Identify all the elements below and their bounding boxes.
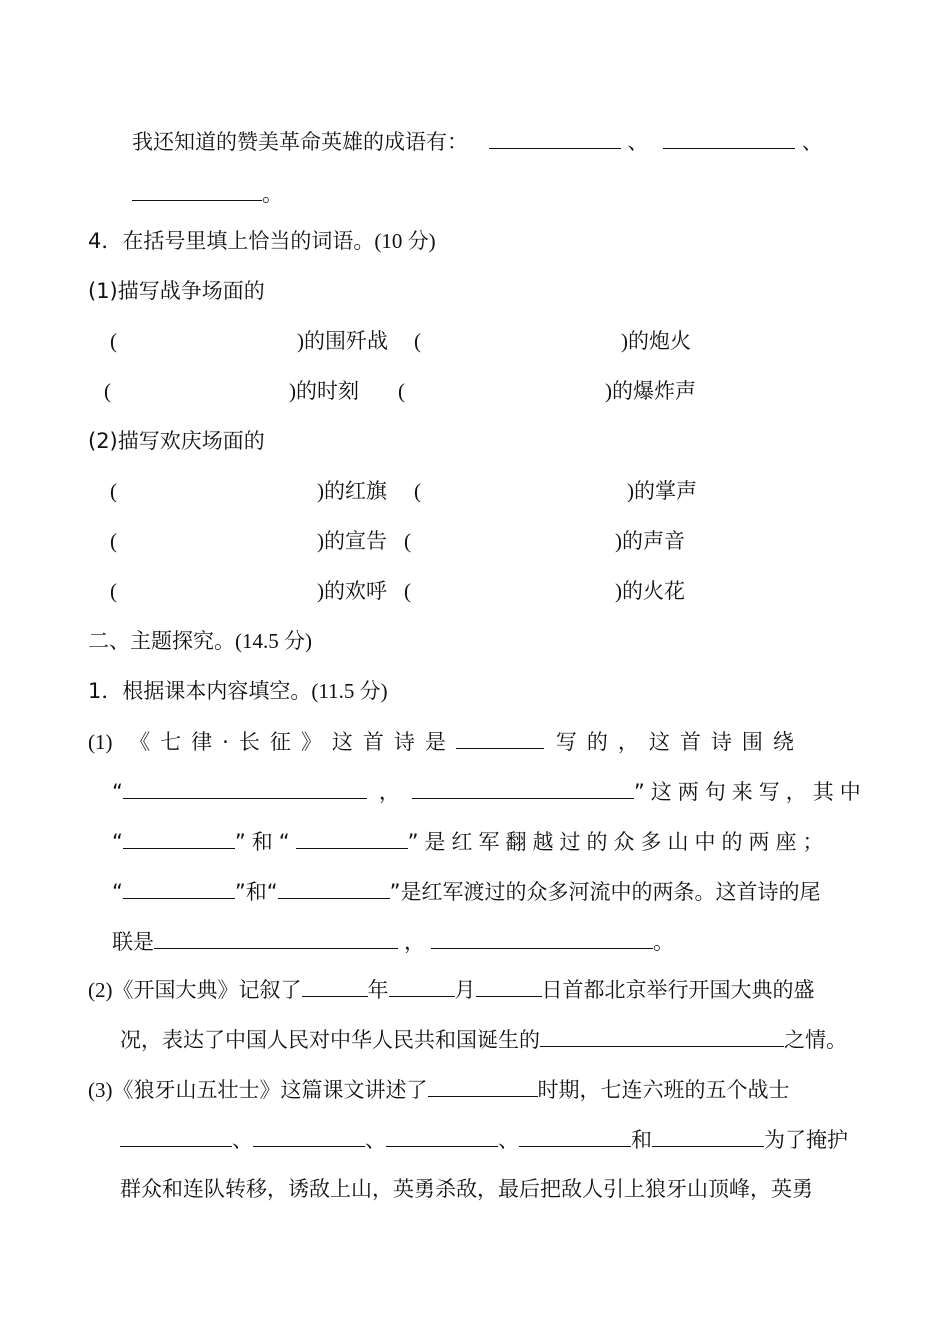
mountain-blank-1[interactable] [123, 826, 235, 849]
couplet-blank-1[interactable] [154, 926, 398, 949]
q1-part3-line3: 群众和连队转移，诱敌上山，英勇杀敌，最后把敌人引上狼牙山顶峰，英勇 [120, 1177, 813, 1201]
fill-blank[interactable] [421, 326, 621, 348]
fill-blank[interactable] [411, 576, 615, 598]
mountain-blank-2[interactable] [296, 826, 408, 849]
fill-item: ( )的红旗 [110, 476, 387, 506]
idiom-blank-2[interactable] [663, 126, 795, 149]
day-blank[interactable] [476, 974, 542, 997]
q1-part1-line1: (1) 《七律·长征》这首诗是 写的，这首诗围绕 [88, 726, 804, 757]
verse-blank-2[interactable] [412, 776, 634, 799]
river-blank-1[interactable] [123, 876, 235, 899]
idiom-line-2 [132, 178, 283, 209]
q1-part3-line2: 、 、 、 和 为了掩护 [120, 1124, 848, 1155]
fill-blank[interactable] [411, 526, 615, 548]
fill-item: ( )的爆炸声 [398, 376, 696, 406]
fill-blank[interactable] [117, 326, 297, 348]
river-blank-2[interactable] [278, 876, 390, 899]
idiom-prompt: 我还知道的赞美革命英雄的成语有： [132, 130, 468, 154]
q1-part1-line5: 联是 ， 。 [112, 926, 674, 957]
fill-item: ( )的时刻 [104, 376, 359, 406]
separator: 、 [801, 130, 823, 154]
fill-item: ( )的欢呼 [110, 576, 387, 606]
month-blank[interactable] [389, 974, 455, 997]
score: (10 分) [374, 229, 436, 253]
fill-blank[interactable] [421, 476, 627, 498]
period-blank[interactable] [428, 1074, 538, 1097]
fill-item: ( )的围歼战 [110, 326, 388, 356]
fill-blank[interactable] [111, 376, 289, 398]
fill-item: ( )的宣告 [110, 526, 387, 556]
q1-part3-line1: (3)《狼牙山五壮士》这篇课文讲述了 时期，七连六班的五个战士 [88, 1074, 790, 1105]
fill-item: ( )的火花 [404, 576, 685, 606]
fill-blank[interactable] [117, 576, 317, 598]
idiom-blank-3[interactable] [132, 178, 262, 201]
fill-blank[interactable] [117, 476, 317, 498]
fill-item: ( )的掌声 [414, 476, 697, 506]
year-blank[interactable] [302, 974, 368, 997]
soldier-blank-5[interactable] [652, 1124, 764, 1147]
part-1-title: (1)描写战争场面的 [88, 279, 265, 303]
question-4-title: 4．在括号里填上恰当的词语。(10 分) [88, 229, 436, 253]
idiom-line [132, 126, 823, 157]
section-2-title: 二、主题探究。(14.5 分) [88, 629, 312, 653]
soldier-blank-2[interactable] [253, 1124, 365, 1147]
q1-part1-line2: “ ， ”这两句来写，其中 [112, 776, 867, 807]
q1-part1-line4: “ ”和“ ”是红军渡过的众多河流中的两条。这首诗的尾 [112, 876, 821, 907]
soldier-blank-3[interactable] [386, 1124, 498, 1147]
q1-part2-line2: 况，表达了中国人民对中华人民共和国诞生的 之情。 [120, 1024, 847, 1055]
question-1-title: 1．根据课本内容填空。(11.5 分) [88, 679, 388, 703]
fill-item: ( )的炮火 [414, 326, 691, 356]
fill-blank[interactable] [117, 526, 317, 548]
verse-blank-1[interactable] [123, 776, 367, 799]
part-2-title: (2)描写欢庆场面的 [88, 429, 265, 453]
idiom-blank-1[interactable] [489, 126, 621, 149]
fill-blank[interactable] [405, 376, 605, 398]
fill-item: ( )的声音 [404, 526, 685, 556]
period: 。 [262, 182, 283, 206]
soldier-blank-4[interactable] [519, 1124, 631, 1147]
soldier-blank-1[interactable] [120, 1124, 232, 1147]
q1-part1-line3: “ ”和“ ”是红军翻越过的众多山中的两座； [112, 826, 830, 857]
q1-part2-line1: (2)《开国大典》记叙了 年 月 日首都北京举行开国大典的盛 [88, 974, 815, 1005]
author-blank[interactable] [456, 726, 544, 749]
score: (11.5 分) [311, 679, 388, 703]
couplet-blank-2[interactable] [431, 926, 653, 949]
separator: 、 [627, 130, 649, 154]
feeling-blank[interactable] [540, 1024, 784, 1047]
score: (14.5 分) [235, 629, 312, 653]
